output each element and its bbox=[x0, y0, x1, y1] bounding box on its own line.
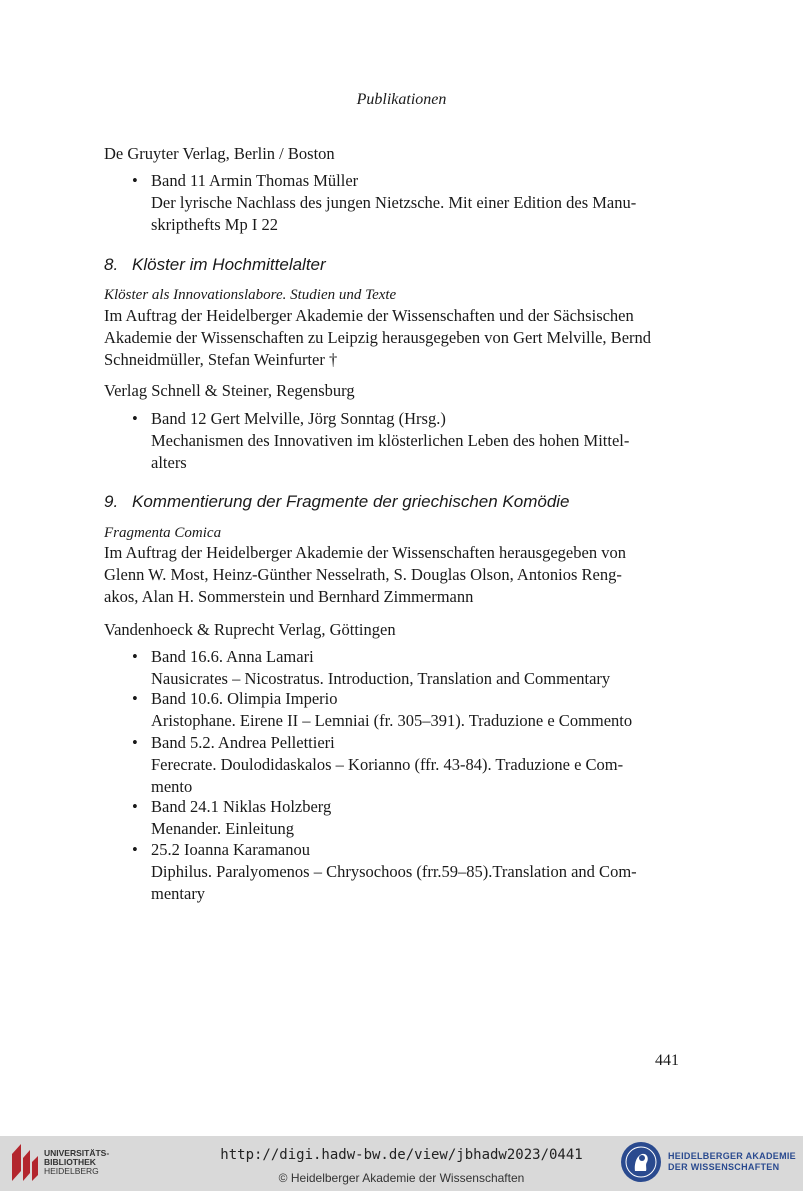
description-line: Schneidmüller, Stefan Weinfurter † bbox=[104, 350, 338, 369]
bullet-marker: • bbox=[132, 647, 138, 666]
description-line: Im Auftrag der Heidelberger Akademie der Wissenschaften und der Sächsischen bbox=[104, 306, 634, 325]
publisher-de-gruyter: De Gruyter Verlag, Berlin / Boston bbox=[104, 144, 335, 163]
item-line: Ferecrate. Doulodidaskalos – Korianno (ffr. 43-84). Traduzione e Com- bbox=[151, 755, 624, 774]
list-item bbox=[151, 796, 681, 840]
section-title: Klöster im Hochmittelalter bbox=[132, 255, 326, 274]
page-number: 441 bbox=[655, 1052, 679, 1069]
list-item bbox=[151, 688, 681, 732]
section-description bbox=[104, 542, 681, 608]
list-item bbox=[151, 839, 681, 905]
series-title: Fragmenta Comica bbox=[104, 525, 222, 541]
section-number: 8. bbox=[104, 255, 119, 274]
library-name-line: UNIVERSITÄTS- bbox=[44, 1148, 110, 1158]
bullet-marker: • bbox=[132, 171, 138, 190]
item-line: Menander. Einleitung bbox=[151, 819, 294, 838]
academy-seal-icon bbox=[620, 1141, 662, 1188]
running-header: Publikationen bbox=[356, 91, 447, 108]
section-number: 9. bbox=[104, 492, 119, 511]
academy-name-line: DER WISSENSCHAFTEN bbox=[668, 1162, 780, 1172]
section-title: Kommentierung der Fragmente der griechischen Komödie bbox=[132, 492, 570, 511]
item-line: Band 24.1 Niklas Holzberg bbox=[151, 797, 332, 816]
bullet-marker: • bbox=[132, 409, 138, 428]
item-line: Band 11 Armin Thomas Müller bbox=[151, 171, 359, 190]
item-line: Aristophane. Eirene II – Lemniai (fr. 305–391). Traduzione e Commento bbox=[151, 711, 633, 730]
item-line: skripthefts Mp I 22 bbox=[151, 215, 278, 234]
list-item bbox=[151, 732, 681, 798]
item-line: mentary bbox=[151, 884, 206, 903]
section-heading-8 bbox=[104, 255, 326, 275]
library-name-line: BIBLIOTHEK bbox=[44, 1157, 96, 1167]
series-title: Klöster als Innovationslabore. Studien und Texte bbox=[104, 287, 397, 303]
list-item bbox=[151, 170, 681, 236]
item-line: Band 5.2. Andrea Pellettieri bbox=[151, 733, 335, 752]
library-name-line: HEIDELBERG bbox=[44, 1166, 99, 1176]
item-line: Diphilus. Paralyomenos – Chrysochoos (frr.59–85).Translation and Com- bbox=[151, 862, 637, 881]
publisher-vandenhoeck: Vandenhoeck & Ruprecht Verlag, Göttingen bbox=[104, 620, 396, 639]
permalink-url[interactable]: http://digi.hadw-bw.de/view/jbhadw2023/0441 bbox=[220, 1147, 583, 1163]
section-description bbox=[104, 305, 681, 371]
item-line: alters bbox=[151, 453, 187, 472]
bullet-marker: • bbox=[132, 689, 138, 708]
bullet-marker: • bbox=[132, 733, 138, 752]
description-line: Im Auftrag der Heidelberger Akademie der Wissenschaften herausgegeben von bbox=[104, 543, 626, 562]
list-item bbox=[151, 646, 681, 690]
bullet-marker: • bbox=[132, 797, 138, 816]
section-heading-9 bbox=[104, 492, 570, 512]
publisher-schnell-steiner: Verlag Schnell & Steiner, Regensburg bbox=[104, 381, 355, 400]
item-line: Mechanismen des Innovativen im klösterlichen Leben des hohen Mittel- bbox=[151, 431, 630, 450]
academy-name bbox=[668, 1151, 796, 1173]
item-line: 25.2 Ioanna Karamanou bbox=[151, 840, 310, 859]
item-line: Band 16.6. Anna Lamari bbox=[151, 647, 314, 666]
academy-name-line: HEIDELBERGER AKADEMIE bbox=[668, 1151, 796, 1161]
description-line: Akademie der Wissenschaften zu Leipzig herausgegeben von Gert Melville, Bernd bbox=[104, 328, 652, 347]
description-line: Glenn W. Most, Heinz-Günther Nesselrath, S. Douglas Olson, Antonios Reng- bbox=[104, 565, 622, 584]
bullet-marker: • bbox=[132, 840, 138, 859]
item-line: mento bbox=[151, 777, 193, 796]
item-line: Der lyrische Nachlass des jungen Nietzsche. Mit einer Edition des Manu- bbox=[151, 193, 637, 212]
item-line: Nausicrates – Nicostratus. Introduction, Translation and Commentary bbox=[151, 669, 611, 688]
list-item bbox=[151, 408, 681, 474]
item-line: Band 10.6. Olimpia Imperio bbox=[151, 689, 338, 708]
description-line: akos, Alan H. Sommerstein und Bernhard Zimmermann bbox=[104, 587, 474, 606]
item-line: Band 12 Gert Melville, Jörg Sonntag (Hrsg.) bbox=[151, 409, 446, 428]
copyright-notice: © Heidelberger Akademie der Wissenschaften bbox=[278, 1171, 525, 1185]
